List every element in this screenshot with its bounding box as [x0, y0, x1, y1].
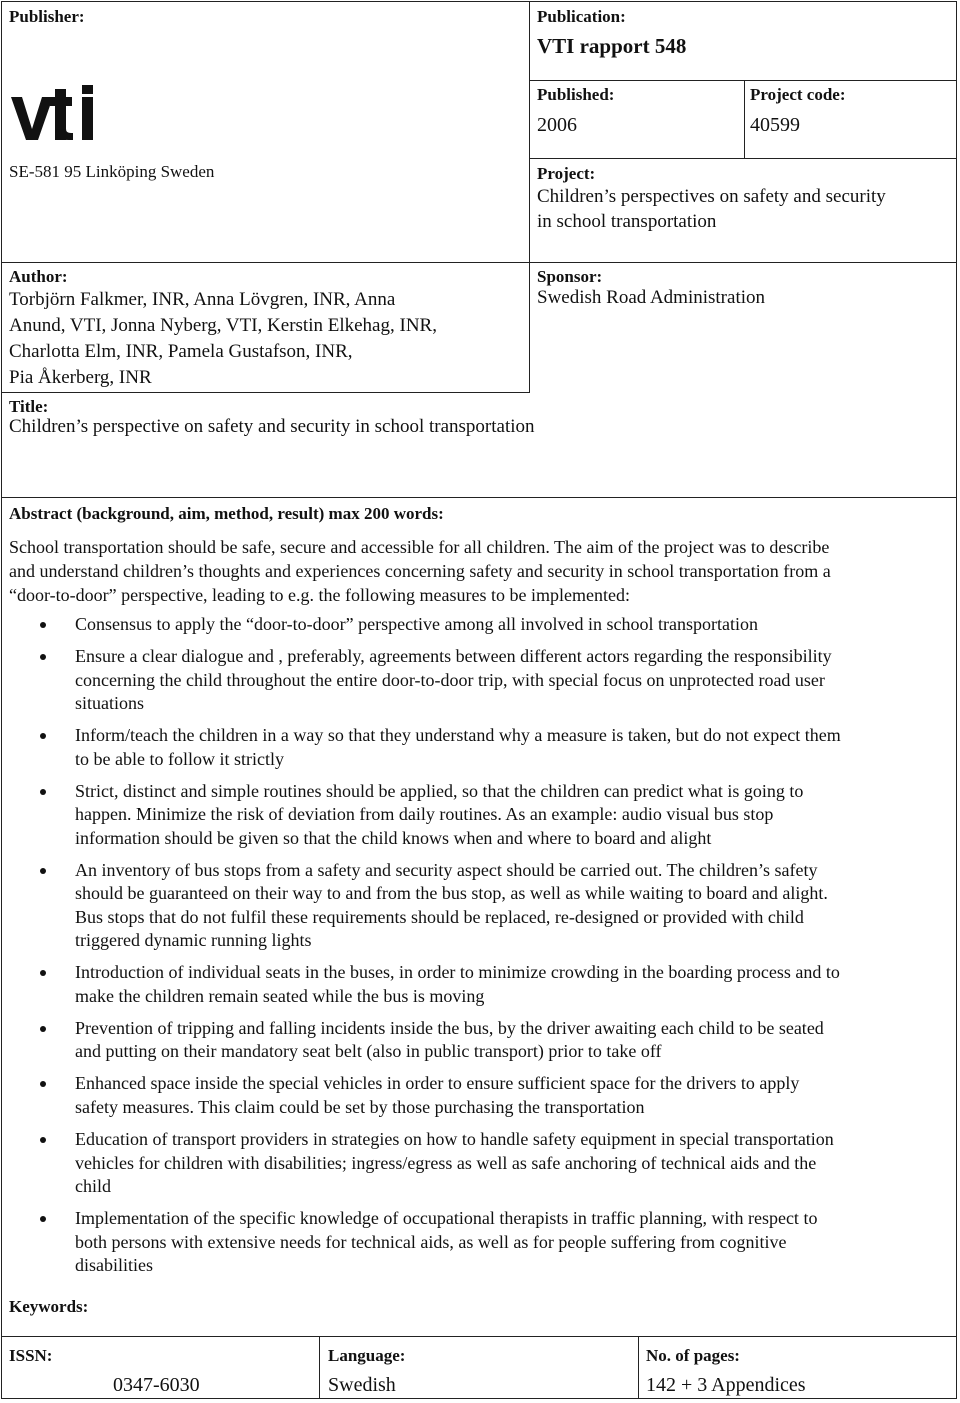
pages-value: 142 + 3 Appendices: [646, 1374, 806, 1396]
author-line: Charlotta Elm, INR, Pamela Gustafson, INR,: [9, 341, 353, 362]
divider-publication: [529, 80, 957, 81]
list-item-line: Consensus to apply the “door-to-door” perspective among all involved in school transportation: [75, 614, 758, 634]
bullet-icon: [40, 1216, 46, 1222]
list-item: [8, 613, 948, 636]
language-value: Swedish: [328, 1374, 396, 1396]
list-item-line: happen. Minimize the risk of deviation from daily routines. As an example: audio visual bus stop: [75, 804, 774, 825]
pages-label: No. of pages:: [646, 1346, 740, 1365]
list-item-line: Prevention of tripping and falling incidents inside the bus, by the driver awaiting each child to be seated: [75, 1017, 824, 1038]
list-item-line: vehicles for children with disabilities; ingress/egress as well as safe anchoring of technical aids and the: [75, 1152, 817, 1173]
project-value: [537, 184, 886, 234]
project-line: Children’s perspectives on safety and security: [537, 186, 886, 207]
language-label: Language:: [328, 1346, 406, 1365]
title-value: Children’s perspective on safety and security in school transportation: [9, 416, 535, 437]
publication-label: Publication:: [537, 7, 626, 26]
list-item: [8, 859, 948, 953]
project-line: in school transportation: [537, 211, 717, 232]
divider-published-code: [744, 80, 745, 158]
list-item: [8, 1017, 948, 1064]
list-item: [8, 1128, 948, 1198]
bullet-icon: [40, 654, 46, 660]
project-label: Project:: [537, 164, 596, 183]
bullet-icon: [40, 1026, 46, 1032]
list-item-line: to be able to follow it strictly: [75, 748, 284, 769]
measures-list: [8, 613, 948, 1286]
author-line: Torbjörn Falkmer, INR, Anna Lövgren, INR, Anna: [9, 289, 396, 310]
publisher-label: Publisher:: [9, 7, 85, 26]
abstract-intro: [9, 536, 949, 607]
issn-value: 0347-6030: [113, 1374, 200, 1396]
list-item: [8, 1207, 948, 1277]
list-item-line: child: [75, 1175, 111, 1196]
divider-author: [1, 262, 957, 263]
list-item: [8, 645, 948, 715]
abstract-intro-line: School transportation should be safe, secure and accessible for all children. The aim of the project was to describe: [9, 537, 830, 557]
list-item-line: Enhanced space inside the special vehicles in order to ensure sufficient space for the drivers to apply: [75, 1073, 800, 1094]
author-line: Anund, VTI, Jonna Nyberg, VTI, Kerstin Elkehag, INR,: [9, 315, 437, 336]
bullet-icon: [40, 868, 46, 874]
abstract-label: Abstract (background, aim, method, result) max 200 words:: [9, 504, 444, 523]
abstract-intro-line: and understand children’s thoughts and experiences concerning safety and security in school transportation from a: [9, 561, 831, 581]
list-item-line: Introduction of individual seats in the buses, in order to minimize crowding in the boarding process and to: [75, 962, 840, 983]
vti-logo-icon: [9, 83, 99, 143]
bullet-icon: [40, 1081, 46, 1087]
list-item: [8, 724, 948, 771]
list-item-line: should be guaranteed on their way to and from the bus stop, as well as while waiting to board and alight.: [75, 883, 828, 904]
divider-project: [529, 158, 957, 159]
list-item-line: information should be given so that the child knows when and where to board and alight: [75, 827, 712, 848]
list-item-line: An inventory of bus stops from a safety and security aspect should be carried out. The children’s safety: [75, 859, 818, 880]
publisher-address: SE-581 95 Linköping Sweden: [9, 162, 215, 181]
sponsor-label: Sponsor:: [537, 267, 603, 286]
list-item-line: triggered dynamic running lights: [75, 930, 312, 951]
list-item-line: Education of transport providers in strategies on how to handle safety equipment in special transportation: [75, 1129, 834, 1150]
list-item-line: Inform/teach the children in a way so that they understand why a measure is taken, but do not expect them: [75, 725, 841, 746]
publication-value: VTI rapport 548: [537, 34, 687, 58]
bullet-icon: [40, 970, 46, 976]
bullet-icon: [40, 733, 46, 739]
list-item-line: disabilities: [75, 1254, 153, 1275]
list-item-line: and putting on their mandatory seat belt (also in public transport) prior to take off: [75, 1041, 662, 1062]
list-item-line: Implementation of the specific knowledge of occupational therapists in traffic planning, with respect to: [75, 1208, 818, 1229]
bullet-icon: [40, 789, 46, 795]
published-label: Published:: [537, 85, 615, 104]
divider-author-sponsor: [529, 262, 530, 392]
bullet-icon: [40, 622, 46, 628]
divider-issn-language: [319, 1336, 320, 1399]
divider-top-vertical: [529, 1, 530, 262]
author-line: Pia Åkerberg, INR: [9, 367, 152, 388]
list-item-line: Ensure a clear dialogue and , preferably, agreements between different actors regarding the responsibility: [75, 646, 832, 667]
divider-abstract: [1, 497, 957, 498]
list-item: [8, 780, 948, 850]
divider-title: [1, 392, 530, 393]
project-code-value: 40599: [750, 114, 800, 136]
bullet-icon: [40, 1137, 46, 1143]
author-value: [9, 287, 437, 391]
issn-label: ISSN:: [9, 1346, 53, 1365]
list-item: [8, 961, 948, 1008]
author-label: Author:: [9, 267, 68, 286]
list-item-line: concerning the child throughout the entire door-to-door trip, with special focus on unprotected road user: [75, 669, 825, 690]
published-value: 2006: [537, 114, 577, 136]
list-item-line: safety measures. This claim could be set by those purchasing the transportation: [75, 1096, 645, 1117]
list-item-line: make the children remain seated while the bus is moving: [75, 985, 485, 1006]
vti-logo: [9, 83, 99, 143]
list-item-line: situations: [75, 693, 145, 714]
list-item-line: Bus stops that do not fulfil these requirements should be replaced, re-designed or provided with child: [75, 906, 804, 927]
sponsor-value: Swedish Road Administration: [537, 287, 765, 308]
divider-footer: [1, 1336, 957, 1337]
divider-language-pages: [638, 1336, 639, 1399]
list-item-line: both persons with extensive needs for technical aids, as well as for people suffering from cognitive: [75, 1231, 787, 1252]
list-item: [8, 1072, 948, 1119]
keywords-label: Keywords:: [9, 1297, 89, 1316]
list-item-line: Strict, distinct and simple routines should be applied, so that the children can predict what is going to: [75, 780, 804, 801]
title-label: Title:: [9, 397, 49, 416]
project-code-label: Project code:: [750, 85, 846, 104]
abstract-intro-line: “door-to-door” perspective, leading to e.g. the following measures to be implemented:: [9, 585, 630, 605]
